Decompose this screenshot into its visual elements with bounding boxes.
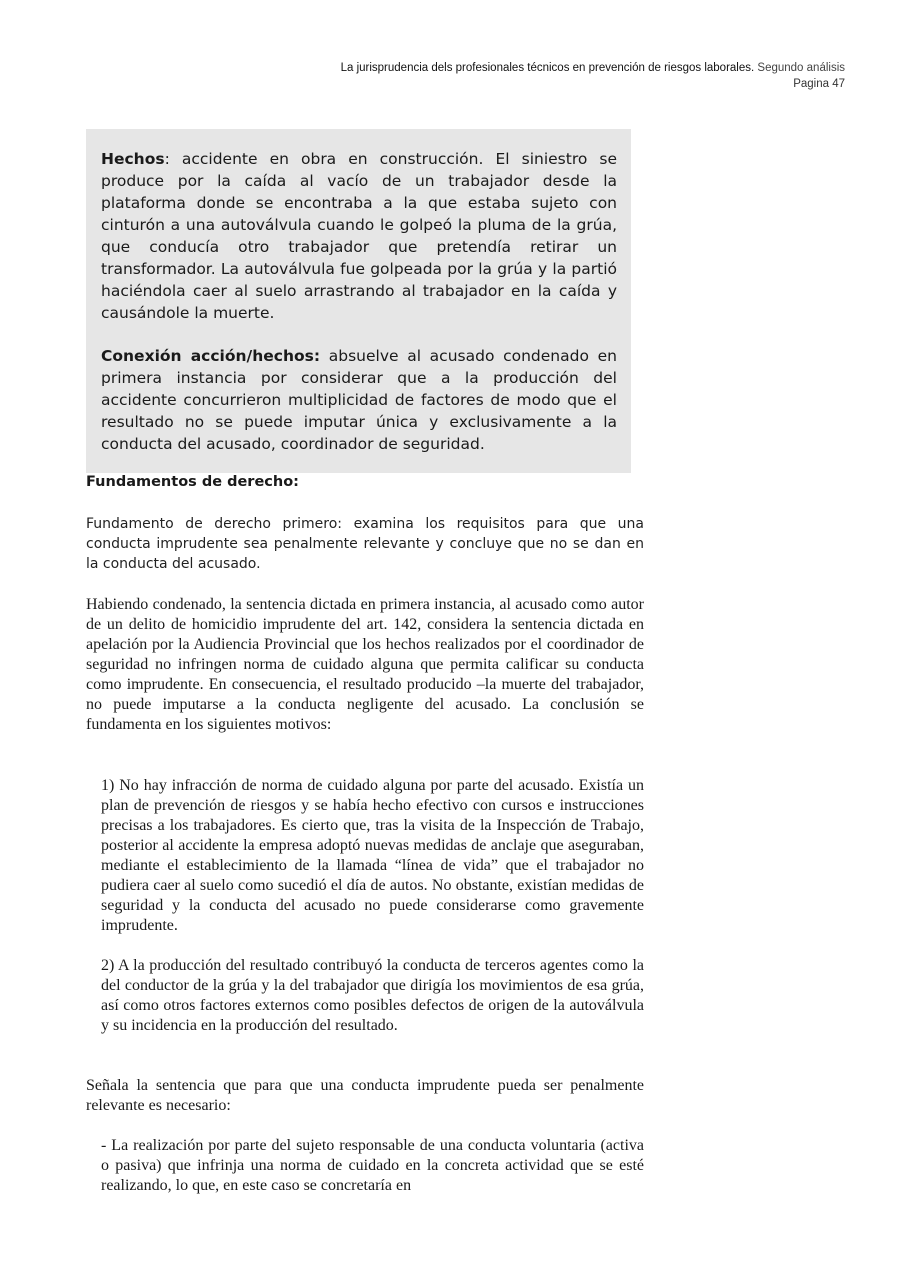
conexion-label: Conexión acción/hechos: [101,347,321,365]
conexion-paragraph [101,345,617,455]
motivo-1: 1) No hay infracción de norma de cuidado alguna por parte del acusado. Existía un plan de prevención de riesgos y se había hecho efectivo con cursos e instrucciones precisas a los trabajadores. Es cierto que, tras la visita de la Inspección de Trabajo, posterior al accidente la empresa adoptó nuevas medidas de anclaje que aseguraban, mediante el establecimiento de la llamada “línea de vida” que el trabajador no pudiera caer al suelo como sucedió el día de autos. No obstante, existían medidas de seguridad y la conducta del acusado no puede considerarse como gravemente imprudente. [101,777,644,934]
requisito-1: - La realización por parte del sujeto responsable de una conducta voluntaria (activa o pasiva) que infrinja una norma de cuidado en la concreta actividad que se esté realizando, lo que, en este caso se concretaría en [101,1137,644,1194]
hechos-paragraph [101,148,617,324]
body-paragraph-2: Señala la sentencia que para que una conducta imprudente pueda ser penalmente relevante es necesario: [86,1077,644,1114]
running-header [341,60,845,92]
summary-box [86,129,631,473]
fundamento-primero: Fundamento de derecho primero: examina los requisitos para que una conducta imprudente sea penalmente relevante y concluye que no se dan en la conducta del acusado. [86,516,644,572]
body-paragraph-1: Habiendo condenado, la sentencia dictada en primera instancia, al acusado como autor de un delito de homicidio imprudente del art. 142, considera la sentencia dictada en apelación por la Audiencia Provincial que los hechos realizados por el coordinador de seguridad no infringen norma de cuidado alguna que permita calificar su conducta como imprudente. En consecuencia, el resultado producido –la muerte del trabajador, no puede imputarse a la conducta negligente del acusado. La conclusión se fundamenta en los siguientes motivos: [86,596,644,733]
page-number: Pagina 47 [793,78,845,90]
hechos-text: : accidente en obra en construcción. El siniestro se produce por la caída al vacío de un trabajador desde la plataforma donde se encontraba a la que estaba sujeto con cinturón a una autoválvula cuando le golpeó la pluma de la grúa, que conducía otro trabajador que pretendía retirar un transformador. La autoválvula fue golpeada por la grúa y la partió haciéndola caer al suelo arrastrando al trabajador en la caída y causándole la muerte. [101,150,617,322]
motivo-2: 2) A la producción del resultado contribuyó la conducta de terceros agentes como la del conductor de la grúa y la del trabajador que dirigía los movimientos de esa grúa, así como otros factores externos como posibles defectos de origen de la autoválvula y su incidencia en la producción del resultado. [101,957,644,1034]
section-title: Fundamentos de derecho: [86,474,299,490]
conexion-text: absuelve al acusado condenado en primera instancia por considerar que a la producción del accidente concurrieron multiplicidad de factores de modo que el resultado no se puede imputar única y exclusivamente a la conducta del acusado, coordinador de seguridad. [101,347,617,453]
header-subtitle: Segundo análisis [757,62,845,74]
hechos-label: Hechos [101,150,165,168]
header-title: La jurisprudencia dels profesionales técnicos en prevención de riesgos laborales. [340,62,755,74]
